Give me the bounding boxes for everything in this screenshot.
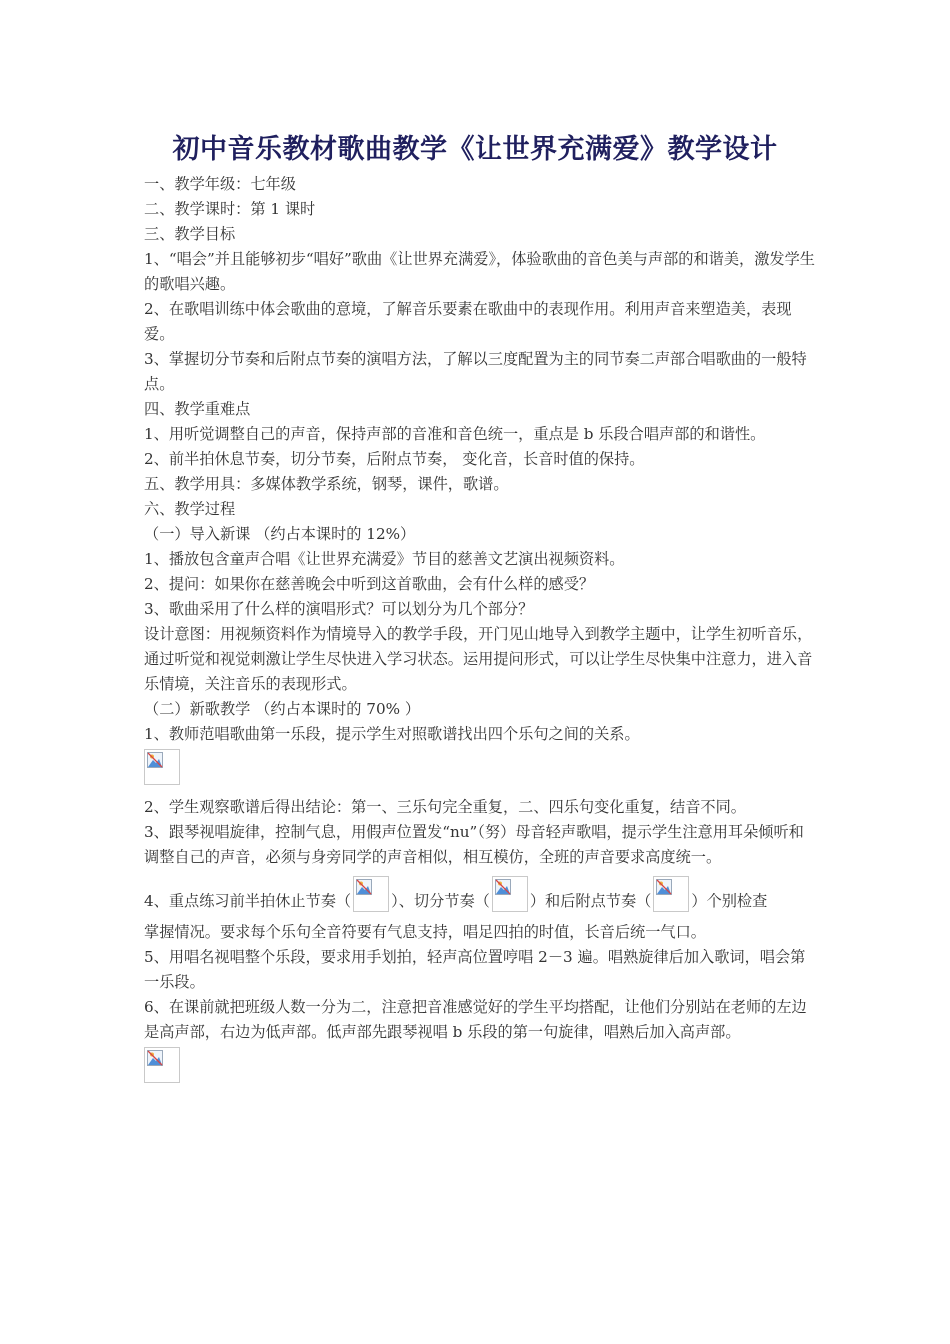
document-title: 初中音乐教材歌曲教学《让世界充满爱》教学设计 [172, 134, 778, 165]
text-line: 6、在课前就把班级人数一分为二，注意把音准感觉好的学生平均搭配，让他们分别站在老师的左边是高声部，右边为低声部。低声部先跟琴视唱 b 乐段的第一句旋律，唱熟后加入高声部。 [144, 998, 807, 1041]
broken-image-icon [353, 876, 389, 912]
text-line: 掌握情况。要求每个乐句全音符要有气息支持，唱足四拍的时值，长音后统一气口。 [144, 923, 706, 941]
image-placeholder-2 [144, 1047, 816, 1083]
text-line: 五、教学用具：多媒体教学系统，钢琴，课件，歌谱。 [144, 475, 509, 493]
text-line-with-images [144, 876, 816, 920]
text-line: 三、教学目标 [144, 225, 236, 243]
broken-image-icon [653, 876, 689, 912]
text-line: 3、掌握切分节奏和后附点节奏的演唱方法，了解以三度配置为主的同节奏二声部合唱歌曲的一般特点。 [144, 350, 807, 393]
broken-image-icon [492, 876, 528, 912]
text-line: 2、提问：如果你在慈善晚会中听到这首歌曲，会有什么样的感受？ [144, 575, 595, 593]
text-line: 3、歌曲采用了什么样的演唱形式？可以划分为几个部分？ [144, 600, 534, 618]
text-line: 3、跟琴视唱旋律，控制气息，用假声位置发“nu”（努）母音轻声歌唱，提示学生注意用耳朵倾听和调整自己的声音，必须与身旁同学的声音相似，相互模仿，全班的声音要求高度统一。 [144, 823, 804, 866]
text-line: 2、学生观察歌谱后得出结论：第一、三乐句完全重复，二、四乐句变化重复，结音不同。 [144, 798, 746, 816]
text-line: 1、播放包含童声合唱《让世界充满爱》节目的慈善文艺演出视频资料。 [144, 550, 625, 568]
broken-image-icon [144, 749, 180, 785]
text-line: （一）导入新课 （约占本课时的 12%） [144, 525, 416, 543]
text-line: 5、用唱名视唱整个乐段，要求用手划拍，轻声高位置哼唱 2－3 遍。唱熟旋律后加入歌词，唱会第一乐段。 [144, 948, 806, 991]
text-line: 一、教学年级：七年级 [144, 175, 296, 193]
line4-part1: 4、重点练习前半拍休止节奏（ [144, 892, 352, 910]
text-line: 1、用听觉调整自己的声音，保持声部的音准和音色统一，重点是 b 乐段合唱声部的和谐性。 [144, 425, 766, 443]
text-line: 六、教学过程 [144, 500, 236, 518]
text-line: 2、在歌唱训练中体会歌曲的意境，了解音乐要素在歌曲中的表现作用。利用声音来塑造美，表现爱。 [144, 300, 792, 343]
text-line: 2、前半拍休息节奏，切分节奏，后附点节奏， 变化音，长音时值的保持。 [144, 450, 645, 468]
text-line: 四、教学重难点 [144, 400, 251, 418]
text-line: （二）新歌教学 （约占本课时的 70% ） [144, 700, 421, 718]
broken-image-icon [144, 1047, 180, 1083]
line4-part3: ）和后附点节奏（ [529, 892, 652, 910]
image-placeholder-1 [144, 749, 816, 785]
line4-part4: ）个别检查 [691, 892, 768, 910]
document-body [144, 172, 816, 1093]
text-line: 设计意图：用视频资料作为情境导入的教学手段，开门见山地导入到教学主题中，让学生初听音乐，通过听觉和视觉刺激让学生尽快进入学习状态。运用提问形式，可以让学生尽快集中注意力，进入音乐情境，关注音乐的表现形式。 [144, 625, 813, 693]
text-line: 1、“唱会”并且能够初步“唱好”歌曲《让世界充满爱》，体验歌曲的音色美与声部的和谐美，激发学生的歌唱兴趣。 [144, 250, 815, 293]
line4-part2: ）、切分节奏（ [391, 892, 490, 910]
text-line: 1、教师范唱歌曲第一乐段，提示学生对照歌谱找出四个乐句之间的关系。 [144, 725, 640, 743]
text-line: 二、教学课时：第 1 课时 [144, 200, 316, 218]
